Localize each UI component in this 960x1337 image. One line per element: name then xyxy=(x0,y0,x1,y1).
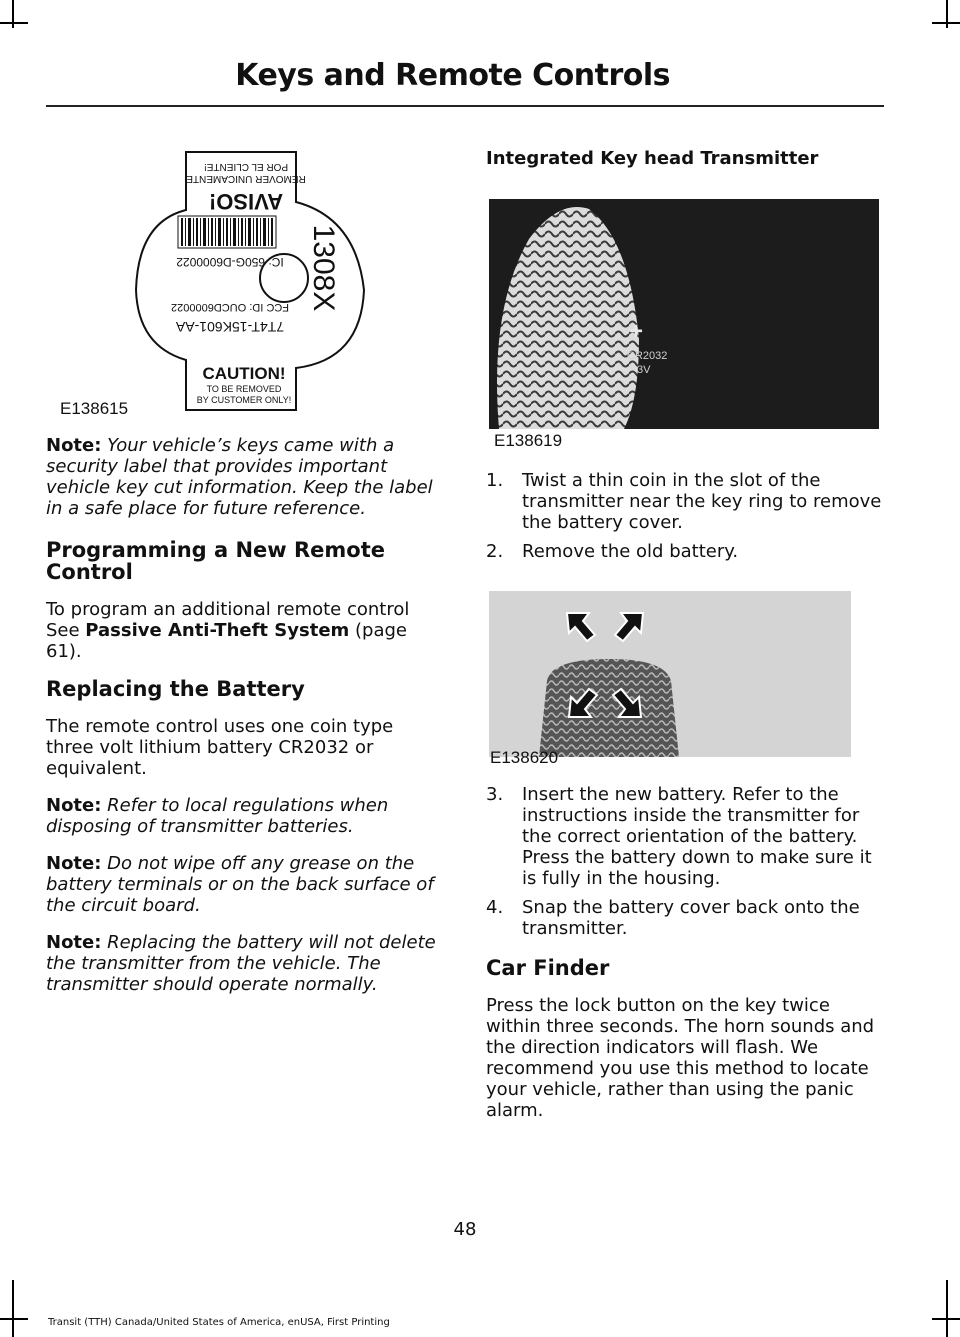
label-ic-id: IC: 650G-D6000022 xyxy=(176,255,284,269)
header-divider xyxy=(46,105,884,107)
battery-type-label: CR2032 xyxy=(627,350,668,362)
figure-caption: E138619 xyxy=(494,431,563,450)
crop-mark xyxy=(0,1318,28,1320)
note-paragraph xyxy=(46,435,446,519)
note-label: Note: xyxy=(46,853,102,874)
barcode xyxy=(178,216,276,248)
body-text: (page 61). xyxy=(46,620,407,662)
battery-removal-illustration xyxy=(489,591,851,757)
cross-reference-link[interactable]: Passive Anti-Theft System xyxy=(85,620,350,641)
note-paragraph xyxy=(46,853,446,916)
note-text: Replacing the battery will not delete the transmitter from the vehicle. The transmitter should operate normally. xyxy=(46,932,436,995)
security-label-figure xyxy=(46,140,446,420)
label-part-number: 7T4T-15K601-AA xyxy=(175,319,285,335)
note-label: Note: xyxy=(46,435,102,456)
body-paragraph: Press the lock button on the key twice within three seconds. The horn sounds and the direction indicators will flash. We recommend you use this method to locate your vehicle, rather than using the panic alarm. xyxy=(486,995,875,1121)
step-text: Snap the battery cover back onto the transmitter. xyxy=(522,897,860,939)
security-label-illustration xyxy=(46,140,446,420)
steps-list-a xyxy=(486,470,886,570)
label-line: TO BE REMOVED xyxy=(206,384,282,394)
left-column xyxy=(46,435,446,1011)
step-number: 1. xyxy=(486,470,504,491)
transmitter-illustration xyxy=(489,199,879,429)
step-text: Insert the new battery. Refer to the instructions inside the transmitter for the correct orientation of the battery. Press the battery down to make sure it is fully in the housing. xyxy=(522,784,872,889)
label-line: POR EL CLIENTE! xyxy=(203,161,289,172)
note-paragraph xyxy=(46,932,446,995)
body-paragraph xyxy=(46,599,446,662)
step-item xyxy=(486,784,886,889)
crop-mark xyxy=(12,1280,14,1337)
label-line: BY CUSTOMER ONLY! xyxy=(196,395,292,405)
battery-voltage-label: 3V xyxy=(637,364,651,376)
step-item xyxy=(486,897,886,939)
section-heading: Replacing the Battery xyxy=(46,677,305,701)
step-number: 2. xyxy=(486,541,504,562)
note-text: Do not wipe off any grease on the battery terminals or on the back surface of the circuit board. xyxy=(46,853,434,916)
crop-mark xyxy=(932,1318,960,1320)
note-paragraph xyxy=(46,795,446,837)
step-number: 3. xyxy=(486,784,504,805)
step-text: Remove the old battery. xyxy=(522,541,739,562)
section-heading: Programming a New Remote Control xyxy=(46,538,386,584)
label-caution: CAUTION! xyxy=(202,364,286,383)
figure-caption: E138615 xyxy=(60,399,129,418)
crop-mark xyxy=(946,1280,948,1337)
edition-footer: Transit (TTH) Canada/United States of America, enUSA, First Printing xyxy=(48,1317,390,1328)
subsection-heading: Integrated Key head Transmitter xyxy=(486,148,819,169)
step-item xyxy=(486,541,886,562)
note-text: Your vehicle’s keys came with a security label that provides important vehicle key cut information. Keep the label in a safe place for future reference. xyxy=(46,435,433,519)
plus-sign: + xyxy=(629,318,644,345)
crop-mark xyxy=(0,22,28,24)
page-header-title: Keys and Remote Controls xyxy=(235,58,670,93)
body-paragraph: The remote control uses one coin type three volt lithium battery CR2032 or equivalent. xyxy=(46,716,394,779)
note-label: Note: xyxy=(46,932,102,953)
note-label: Note: xyxy=(46,795,102,816)
right-column-heading xyxy=(486,148,886,169)
step-number: 4. xyxy=(486,897,504,918)
body-text: To program an additional remote control See xyxy=(46,599,410,641)
step-text: Twist a thin coin in the slot of the transmitter near the key ring to remove the battery cover. xyxy=(522,470,882,533)
page-number: 48 xyxy=(453,1219,477,1240)
crop-mark xyxy=(932,22,960,24)
transmitter-figure xyxy=(489,199,879,429)
section-heading: Car Finder xyxy=(486,956,610,980)
label-aviso: AVISO! xyxy=(208,189,284,214)
step-item xyxy=(486,470,886,533)
steps-list-b xyxy=(486,784,886,1137)
battery-removal-figure xyxy=(489,591,851,757)
note-text: Refer to local regulations when disposing of transmitter batteries. xyxy=(46,795,389,837)
figure-caption: E138620 xyxy=(490,748,559,767)
label-code: 1308X xyxy=(307,224,340,312)
label-line: REMOVER UNICAMENTE xyxy=(186,173,306,184)
label-fcc-id: FCC ID: OUCD6000022 xyxy=(171,301,289,313)
